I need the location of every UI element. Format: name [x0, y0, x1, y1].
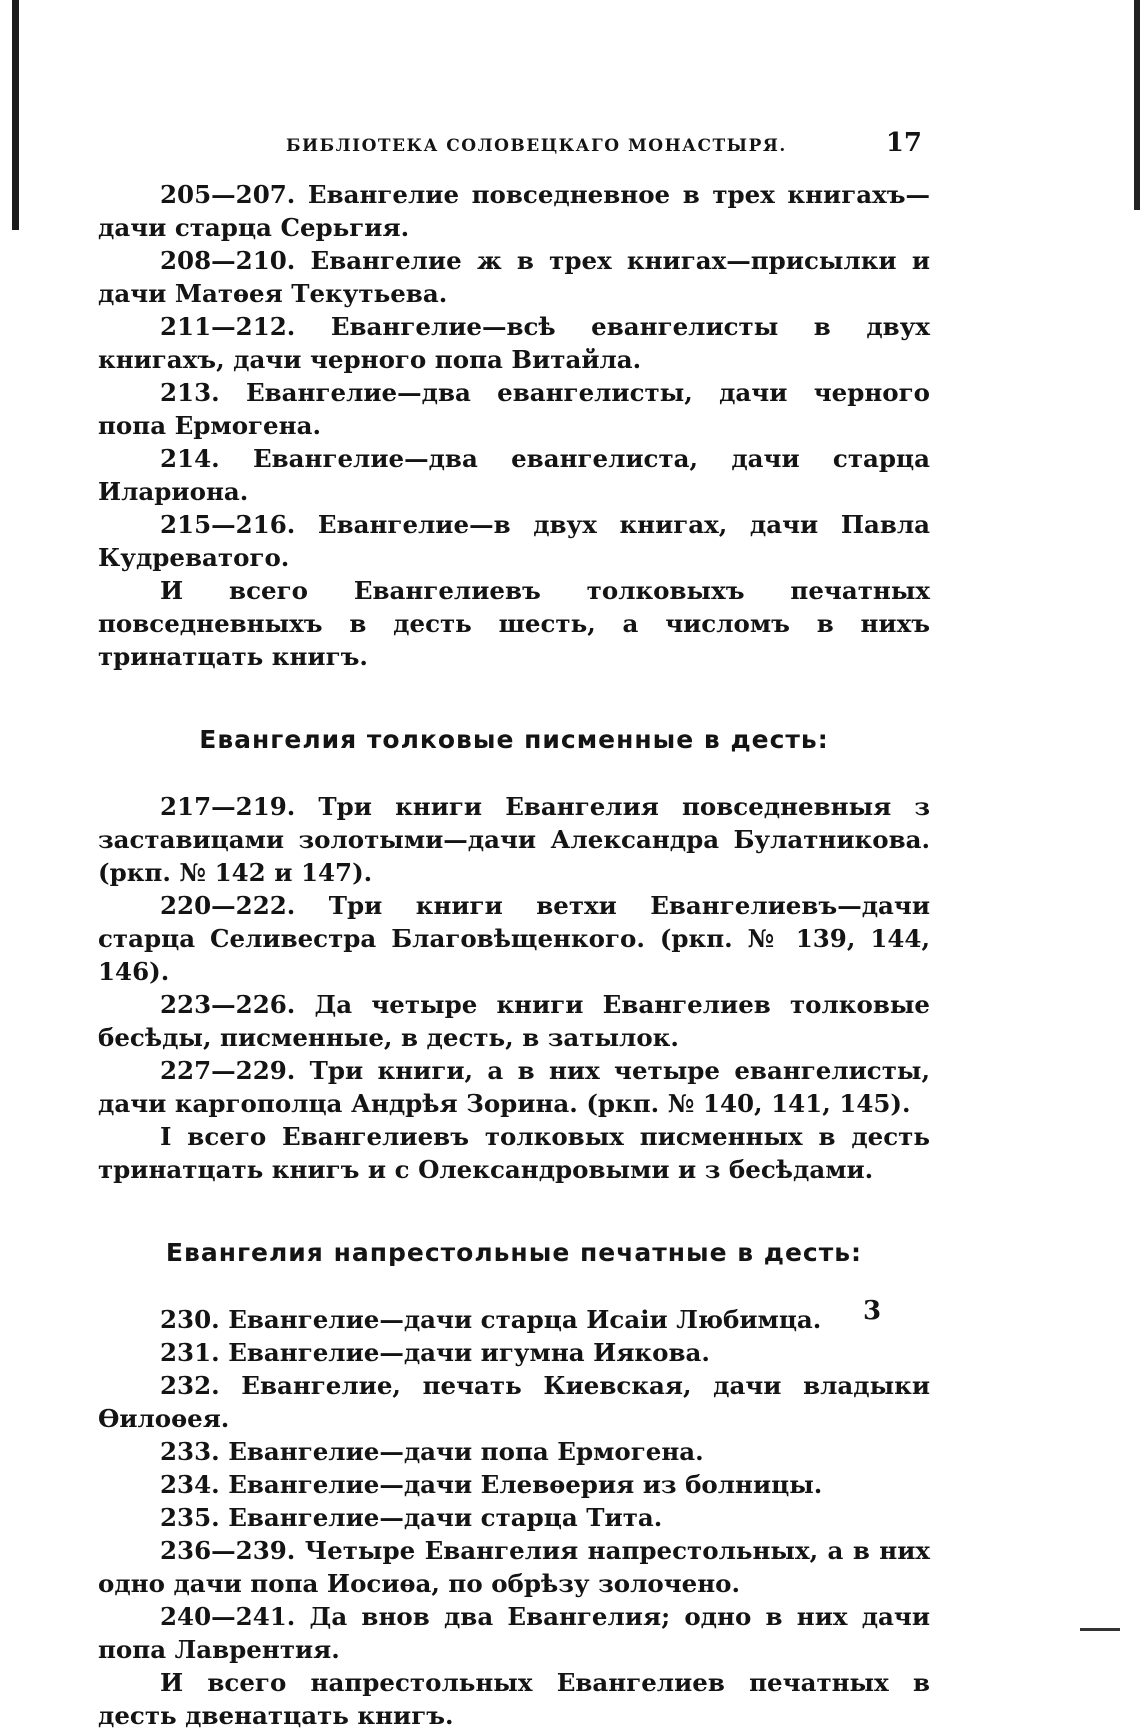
scan-mark — [1080, 1628, 1120, 1631]
page-number: 17 — [885, 128, 922, 158]
entry: 233. Евангелие—дачи попа Ермогена. — [160, 1437, 704, 1466]
section-total: И всего Евангелиевъ толковыхъ печатных повседневныхъ в десть шесть, а числомъ в нихъ тринатцать книгъ. — [98, 576, 930, 671]
entry: 234. Евангелие—дачи Елевѳерия из болницы. — [160, 1470, 823, 1499]
entry: 213. Евангелие—два евангелисты, дачи черного попа Ермогена. — [98, 378, 930, 440]
section-heading: Евангелия напрестольные печатные в десть: — [165, 1238, 863, 1267]
scan-edge-right — [1134, 0, 1140, 210]
entry: 235. Евангелие—дачи старца Тита. — [160, 1503, 663, 1532]
entry: 214. Евангелие—два евангелиста, дачи старца Илариона. — [98, 444, 930, 506]
entry: 205—207. Евангелие повседневное в трех книгахъ—дачи старца Серьгия. — [98, 180, 930, 242]
scan-edge-left — [12, 0, 19, 230]
entry: 208—210. Евангелие ж в трех книгах—присылки и дачи Матѳея Текутьева. — [98, 246, 930, 308]
entry: 211—212. Евангелие—всѣ евангелисты в двух книгахъ, дачи черного попа Витайла. — [98, 312, 930, 374]
entry: 236—239. Четыре Евангелия напрестольных, а в них одно дачи попа Иосиѳа, по обрѣзу золочено. — [98, 1536, 930, 1598]
document-page — [98, 128, 930, 1732]
signature-mark: 3 — [863, 1296, 882, 1326]
entry: 240—241. Да внов два Евангелия; одно в них дачи попа Лаврентия. — [98, 1602, 930, 1664]
section-total: И всего напрестольных Евангелиев печатных в десть двенатцать книгъ. — [98, 1668, 930, 1730]
entry: 223—226. Да четыре книги Евангелиев толковые бесѣды, писменные, в десть, в затылок. — [98, 990, 930, 1052]
section-heading: Евангелия толковые писменные в десть: — [199, 725, 829, 754]
entry: 230. Евангелие—дачи старца Исаіи Любимца. — [160, 1305, 822, 1334]
section-2 — [98, 790, 930, 1186]
entry: 215—216. Евангелие—в двух книгах, дачи Павла Кудреватого. — [98, 510, 930, 572]
entry: 217—219. Три книги Евангелия повседневныя з заставицами золотыми—дачи Александра Булатникова. (ркп. № 142 и 147). — [98, 792, 930, 887]
section-3 — [98, 1303, 930, 1732]
entry: 231. Евангелие—дачи игумна Иякова. — [160, 1338, 710, 1367]
section-total: І всего Евангелиевъ толковых писменных в десть тринатцать книгъ и с Олександровыми и з бесѣдами. — [98, 1122, 930, 1184]
entry: 220—222. Три книги ветхи Евангелиевъ—дачи старца Селивестра Благовѣщенкого. (ркп. № 139, 144, 146). — [98, 891, 930, 986]
entry: 232. Евангелие, печать Киевская, дачи владыки Ѳилоѳея. — [98, 1371, 930, 1433]
running-title: БИБЛІОТЕКА СОЛОВЕЦКАГО МОНАСТЫРЯ. — [286, 136, 787, 156]
entry: 227—229. Три книги, а в них четыре евангелисты, дачи каргополца Андрѣя Зорина. (ркп. № 140, 141, 145). — [98, 1056, 930, 1118]
section-1 — [98, 178, 930, 673]
running-head — [98, 128, 930, 162]
